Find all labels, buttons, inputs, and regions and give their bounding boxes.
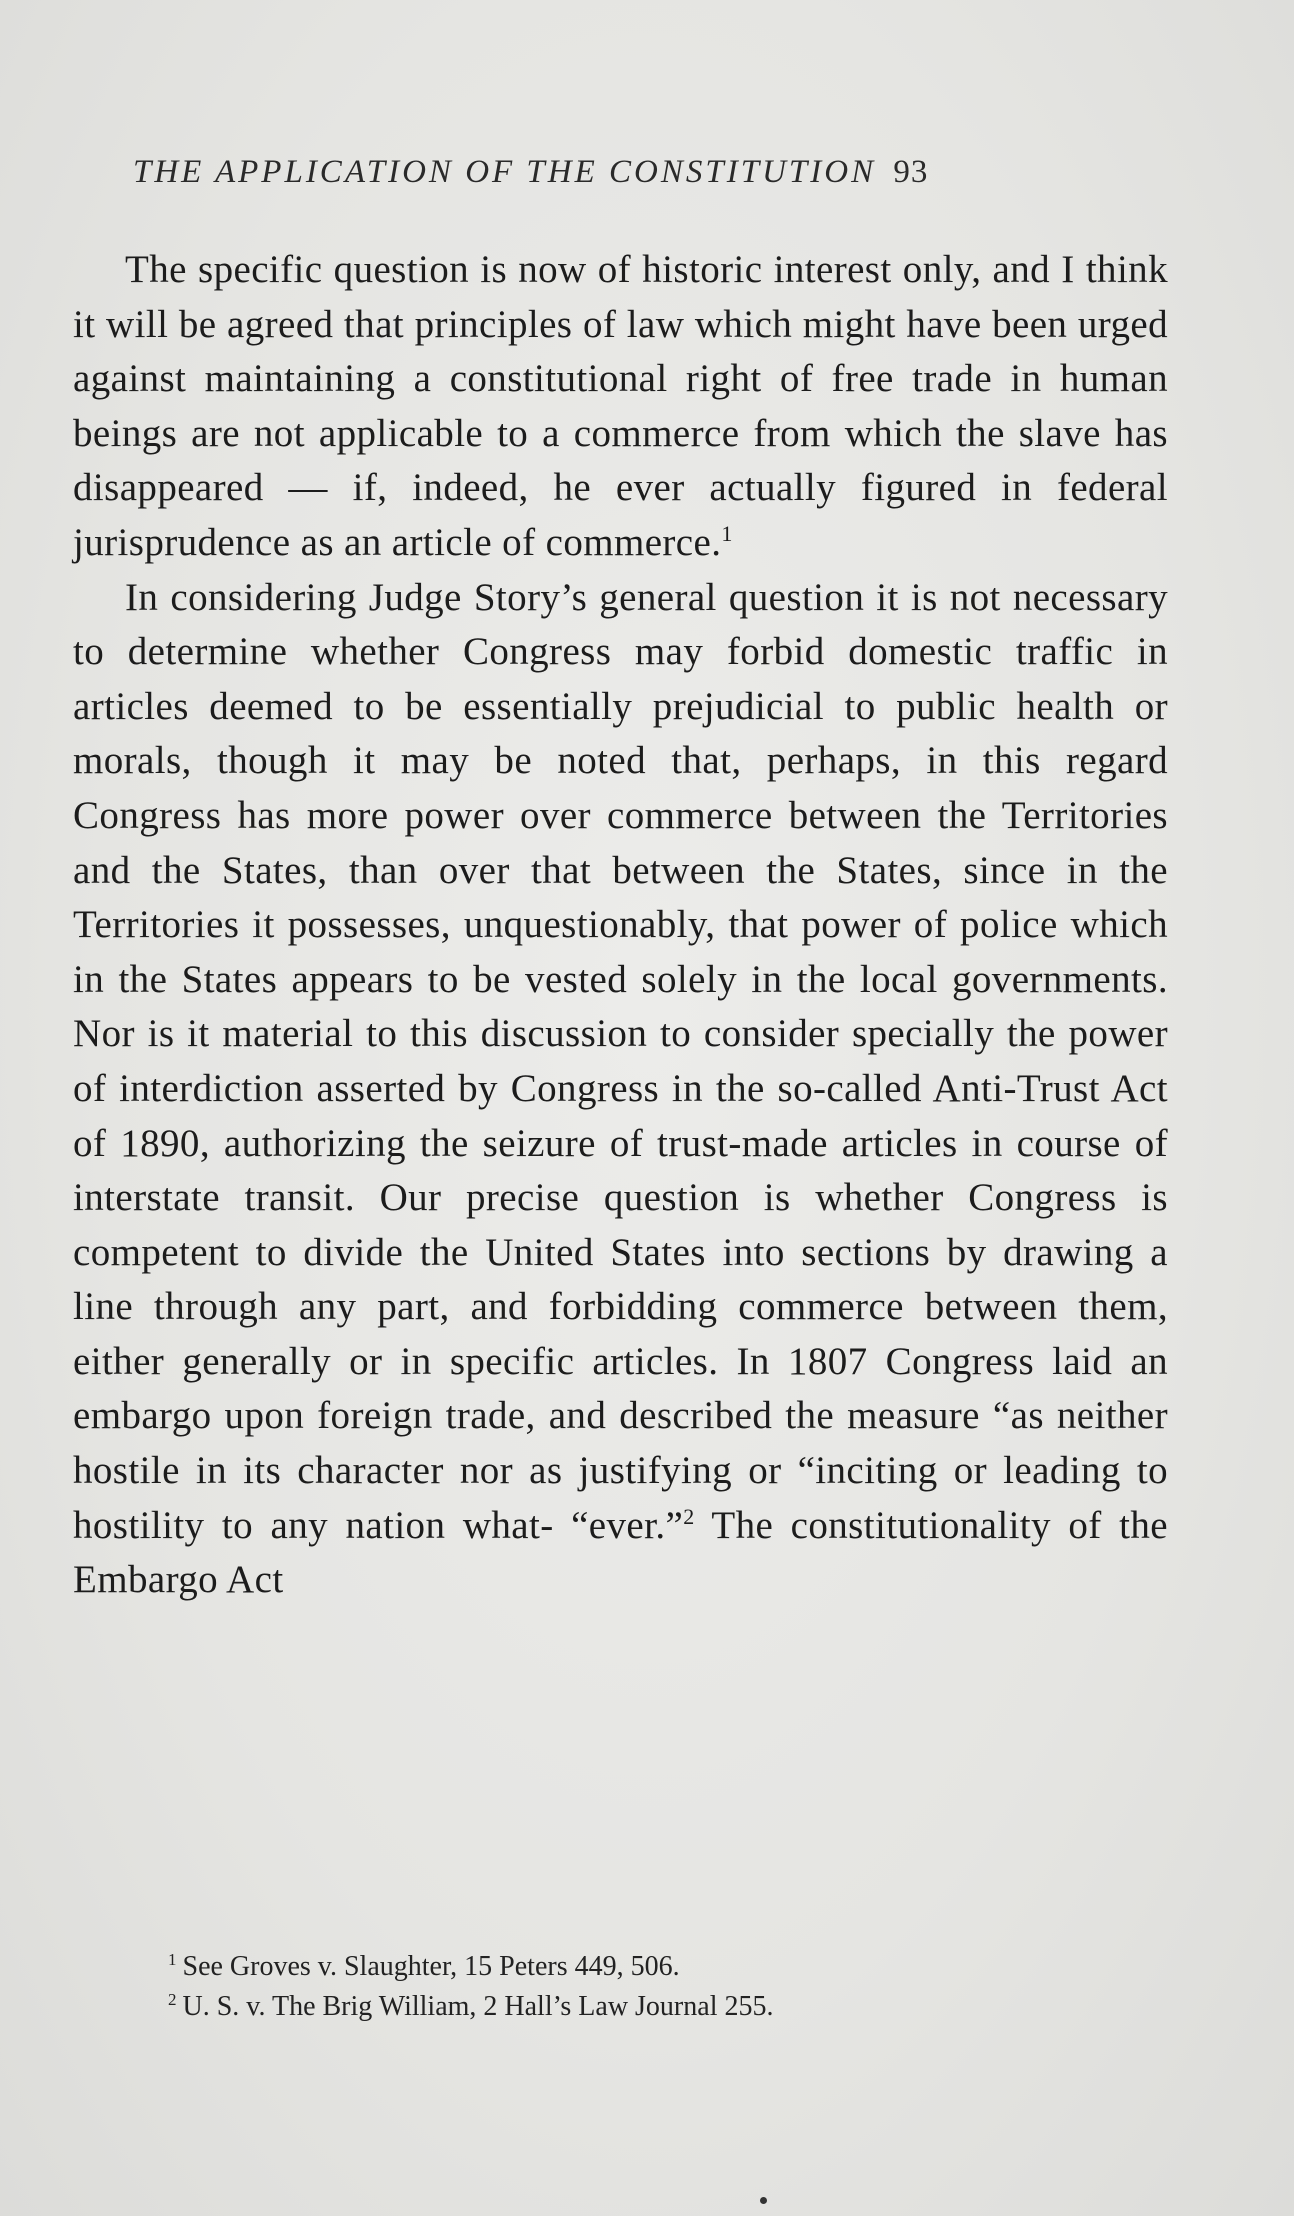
ink-speck [760, 2197, 767, 2204]
footnote-2-mark: 2 [168, 1989, 177, 2009]
footnote-2-text: U. S. v. The Brig William, 2 Hall’s Law Journal 255. [182, 1991, 774, 2022]
paragraph-2 [73, 571, 1168, 1608]
footnotes [168, 1947, 1168, 2027]
paragraph-1 [73, 243, 1168, 571]
running-head [133, 154, 1173, 191]
page-number: 93 [893, 154, 929, 190]
footnote-1-mark: 1 [168, 1949, 177, 1969]
footnote-ref-1: 1 [721, 520, 733, 546]
footnote-ref-2: 2 [683, 1503, 695, 1529]
running-title: THE APPLICATION OF THE CONSTITUTION [133, 154, 877, 190]
footnote-1 [168, 1947, 1168, 1987]
footnote-1-text: See Groves v. Slaughter, 15 Peters 449, 506. [182, 1951, 680, 1982]
paragraph-1-text: The specific question is now of historic interest only, and I think it will be agreed that principles of law which might have been urged against maintaining a constitutional right of free trade in human beings are not applicable to a commerce from which the slave has disappeared — if, indeed, he ever actually figured in federal jurisprudence as an article of commerce. [73, 248, 1168, 564]
paragraph-2-text: In considering Judge Story’s general question it is not necessary to determine whether Congress may forbid domestic traffic in articles deemed to be essentially prejudicial to public health or morals, though it may be noted that, perhaps, in this regard Congress has more power over commerce between the Territories and the States, than over that between the States, since in the Territories it possesses, unquestionably, that power of police which in the States appears to be vested solely in the local governments. Nor is it material to this discussion to consider specially the power of interdiction asserted by Congress in the so-called Anti-Trust Act of 1890, authorizing the seizure of trust-made articles in course of interstate transit. Our precise question is whether Congress is competent to divide the United States into sections by drawing a line through any part, and forbidding commerce between them, either generally or in specific articles. In 1807 Congress laid an embargo upon foreign trade, and described the measure “as neither hostile in its character nor as justifying or “inciting or leading to hostility to any nation what- “ever.” [73, 575, 1168, 1547]
paragraph-2-text-continued: The constitutionality of the Embargo Act [73, 1503, 1168, 1602]
body-text [73, 243, 1168, 1608]
footnote-2 [168, 1987, 1168, 2027]
